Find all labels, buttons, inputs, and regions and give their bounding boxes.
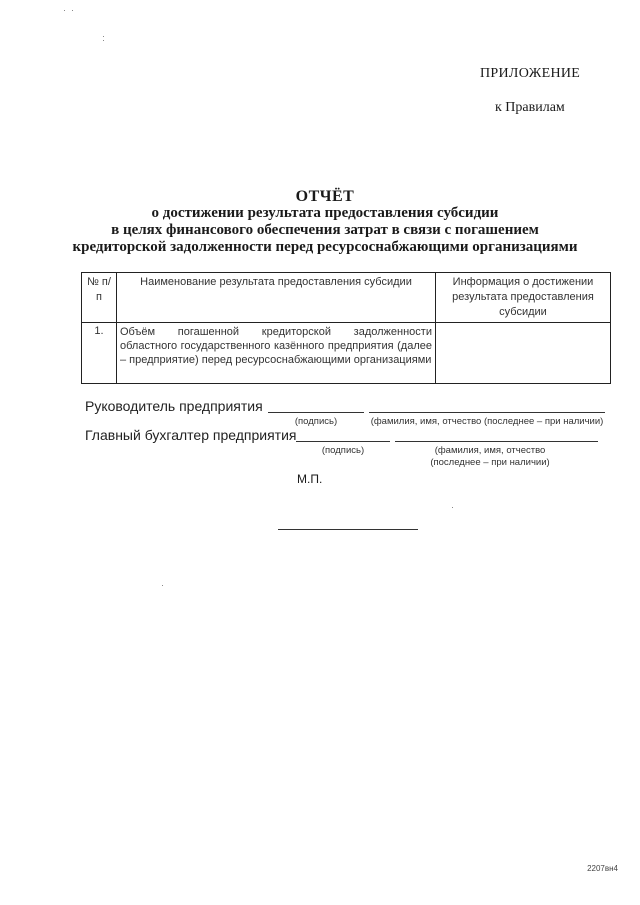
accountant-name-caption-line1: (фамилия, имя, отчество [434, 445, 546, 456]
annex-title: ПРИЛОЖЕНИЕ [480, 66, 581, 81]
scan-speck [103, 36, 104, 37]
accountant-name-caption-line2: (последнее – при наличии) [430, 457, 550, 468]
director-signature-caption: (подпись) [294, 416, 338, 427]
accountant-signature-line[interactable] [296, 441, 390, 442]
report-heading [60, 188, 590, 256]
scan-speck [72, 10, 73, 11]
scan-speck [103, 40, 104, 41]
accountant-label: Главный бухгалтер предприятия [85, 427, 297, 443]
director-signature-line[interactable] [268, 412, 364, 413]
row-number: 1. [82, 323, 117, 384]
scan-speck [452, 507, 453, 508]
accountant-signature-caption: (подпись) [321, 445, 365, 456]
director-label: Руководитель предприятия [85, 398, 263, 414]
report-subtitle-line: кредиторской задолженности перед ресурсоснабжающими организациями [72, 239, 578, 255]
footer-document-code: 2207вн4 [587, 864, 618, 873]
header-number: № п/п [82, 273, 117, 323]
scan-speck [162, 585, 163, 586]
accountant-name-line[interactable] [395, 441, 598, 442]
row-result-name: Объём погашенной кредиторской задолженности областного государственного казённого предприятия (далее – предприятие) перед ресурсоснабжающими организациями [117, 323, 436, 384]
closing-divider [278, 529, 418, 530]
scan-speck [64, 10, 65, 11]
director-name-caption: (фамилия, имя, отчество (последнее – при наличии) [370, 416, 604, 427]
table-row [82, 323, 611, 384]
report-title: ОТЧЁТ [295, 188, 355, 205]
annex-reference: к Правилам [495, 100, 565, 115]
report-subtitle-line: в целях финансового обеспечения затрат в связи с погашением [111, 222, 539, 238]
header-achievement-info: Информация о достижении результата предоставления субсидии [436, 273, 611, 323]
table-header-row [82, 273, 611, 323]
stamp-mark: М.П. [297, 472, 323, 486]
report-subtitle-line: о достижении результата предоставления субсидии [151, 205, 499, 221]
row-achievement-info[interactable] [436, 323, 611, 384]
report-table [81, 272, 611, 384]
director-name-line[interactable] [369, 412, 605, 413]
header-result-name: Наименование результата предоставления субсидии [117, 273, 436, 323]
